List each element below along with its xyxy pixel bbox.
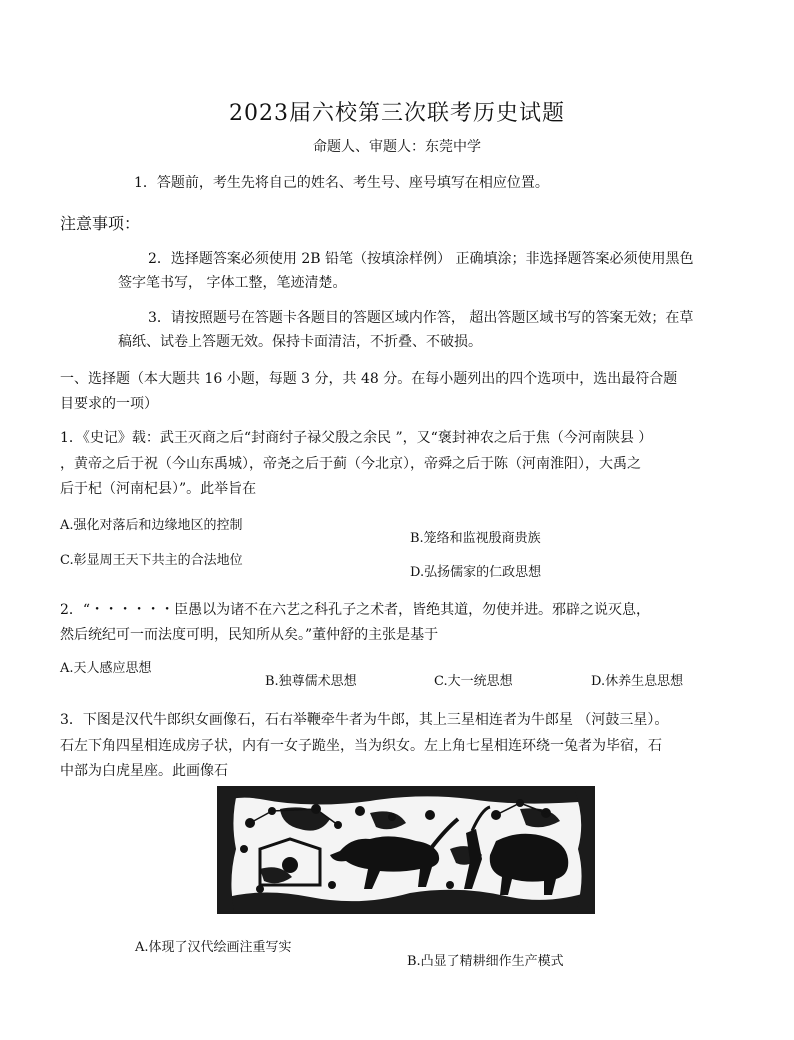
question-2-option-c: C.大一统思想 [434, 674, 513, 689]
stone-relief-rubbing-icon [220, 789, 592, 911]
question-2-option-a: A.天人感应思想 [60, 661, 152, 676]
question-2-option-d: D.休养生息思想 [591, 674, 684, 689]
question-2-option-b: B.独尊儒术思想 [265, 674, 357, 689]
section-1-line-2: 目要求的一项） [60, 396, 158, 412]
notice-item-1: 1．答题前，考生先将自己的姓名、考生号、座号填写在相应位置。 [134, 175, 549, 191]
question-3-line-2: 石左下角四星相连成房子状，内有一女子跪坐，当为织女。左上角七星相连环绕一兔者为毕宿，石 [60, 738, 662, 754]
exam-authors: 命题人、审题人：东莞中学 [313, 139, 481, 155]
question-1-option-b: B.笼络和监视殷商贵族 [410, 531, 541, 546]
notice-item-3-line-1: 3．请按照题号在答题卡各题目的答题区域内作答， 超出答题区域书写的答案无效；在草 [148, 310, 694, 326]
question-3-option-b: B.凸显了精耕细作生产模式 [407, 954, 564, 969]
notice-item-2-line-2: 签字笔书写， 字体工整，笔迹清楚。 [118, 275, 347, 291]
question-3-line-3: 中部为白虎星座。此画像石 [60, 763, 228, 779]
question-2-line-1: 2．“・・・・・・臣愚以为诸不在六艺之科孔子之术者，皆绝其道，勿使并进。邪辟之说灭息， [60, 602, 651, 618]
notice-item-2-line-1: 2．选择题答案必须使用 2B 铅笔（按填涂样例） 正确填涂；非选择题答案必须使用黑色 [148, 251, 694, 267]
section-1-line-1: 一、选择题（本大题共 16 小题，每题 3 分，共 48 分。在每小题列出的四个选项中，选出最符合题 [60, 371, 678, 387]
han-stone-relief-image [217, 786, 595, 914]
question-1-line-3: 后于杞（河南杞县）”。此举旨在 [60, 481, 257, 497]
question-1-option-a: A.强化对落后和边缘地区的控制 [60, 518, 243, 533]
exam-title: 2023届六校第三次联考历史试题 [229, 101, 565, 126]
question-1-line-1: 1．《史记》载：武王灭商之后“封商纣子禄父殷之余民 ”，又“褒封神农之后于焦（今河南陕县 ） [60, 430, 653, 446]
question-1-line-2: ，黄帝之后于祝（今山东禹城），帝尧之后于蓟（今北京），帝舜之后于陈（河南淮阳），大禹之 [60, 456, 641, 472]
notice-heading: 注意事项： [60, 214, 141, 233]
question-3-option-a: A.体现了汉代绘画注重写实 [135, 940, 292, 955]
question-1-option-c: C.彰显周王天下共主的合法地位 [60, 553, 243, 568]
notice-item-3-line-2: 稿纸、试卷上答题无效。保持卡面清洁，不折叠、不破损。 [118, 334, 482, 350]
question-3-line-1: 3．下图是汉代牛郎织女画像石，石右举鞭牵牛者为牛郎，其上三星相连者为牛郎星 （河鼓三星）。 [60, 712, 669, 728]
question-2-line-2: 然后统纪可一而法度可明，民知所从矣。”董仲舒的主张是基于 [60, 627, 439, 643]
question-1-option-d: D.弘扬儒家的仁政思想 [410, 565, 542, 580]
